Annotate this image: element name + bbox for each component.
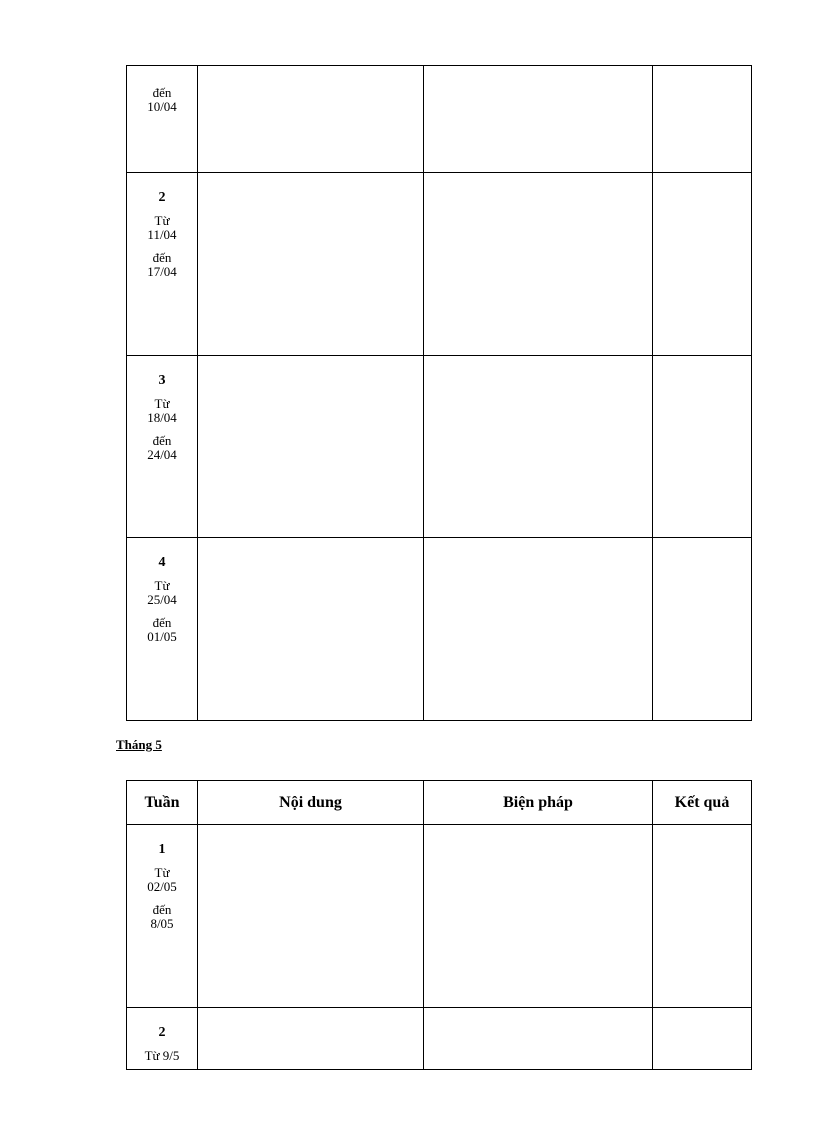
- may-plan-table: [126, 780, 752, 1070]
- week-cell: [127, 538, 198, 721]
- week-date-text: đến: [152, 433, 172, 448]
- week-cell: [127, 1008, 198, 1070]
- week-date-text: Từ 9/5: [144, 1048, 180, 1063]
- month-heading: Tháng 5: [116, 737, 162, 752]
- measures-cell[interactable]: [424, 1008, 653, 1070]
- content-cell[interactable]: [198, 1008, 424, 1070]
- week-date-text: 24/04: [147, 447, 177, 462]
- week-number: 4: [158, 555, 166, 570]
- week-date-text: Từ: [154, 396, 170, 411]
- week-date-text: Từ: [154, 865, 170, 880]
- week-cell: [127, 173, 198, 356]
- measures-cell[interactable]: [424, 538, 653, 721]
- week-date-text: 01/05: [147, 629, 177, 644]
- week-number: 2: [158, 1025, 166, 1040]
- table-row: [127, 66, 752, 173]
- measures-column-header: Biện pháp: [424, 781, 653, 825]
- result-cell[interactable]: [653, 66, 752, 173]
- week-date-text: đến: [152, 902, 172, 917]
- april-plan-table: [126, 65, 752, 721]
- week-date-text: 25/04: [147, 592, 177, 607]
- content-cell[interactable]: [198, 825, 424, 1008]
- content-cell[interactable]: [198, 173, 424, 356]
- week-cell: [127, 66, 198, 173]
- week-date-text: 18/04: [147, 410, 177, 425]
- week-number: 1: [158, 842, 166, 857]
- result-cell[interactable]: [653, 825, 752, 1008]
- week-number: 2: [158, 190, 166, 205]
- result-cell[interactable]: [653, 173, 752, 356]
- measures-cell[interactable]: [424, 825, 653, 1008]
- content-cell[interactable]: [198, 538, 424, 721]
- result-cell[interactable]: [653, 538, 752, 721]
- content-column-header: Nội dung: [198, 781, 424, 825]
- week-cell: [127, 356, 198, 538]
- result-column-header: Kết quả: [653, 781, 752, 825]
- week-date-text: 11/04: [147, 227, 177, 242]
- week-column-header: Tuần: [127, 781, 198, 825]
- week-date-text: đến: [152, 85, 172, 100]
- week-date-text: đến: [152, 250, 172, 265]
- week-date-text: 10/04: [147, 99, 177, 114]
- table-row: [127, 825, 752, 1008]
- week-date-text: đến: [152, 615, 172, 630]
- week-date-text: Từ: [154, 213, 170, 228]
- week-number: 3: [158, 373, 166, 388]
- measures-cell[interactable]: [424, 66, 653, 173]
- measures-cell[interactable]: [424, 356, 653, 538]
- table-row: [127, 538, 752, 721]
- table-row: [127, 1008, 752, 1070]
- result-cell[interactable]: [653, 1008, 752, 1070]
- week-date-text: 02/05: [147, 879, 177, 894]
- content-cell[interactable]: [198, 66, 424, 173]
- table-row: [127, 173, 752, 356]
- content-cell[interactable]: [198, 356, 424, 538]
- week-date-text: 8/05: [150, 916, 174, 931]
- week-cell: [127, 825, 198, 1008]
- week-date-text: 17/04: [147, 264, 177, 279]
- week-date-text: Từ: [154, 578, 170, 593]
- table-row: [127, 356, 752, 538]
- measures-cell[interactable]: [424, 173, 653, 356]
- result-cell[interactable]: [653, 356, 752, 538]
- header-row: [127, 781, 752, 825]
